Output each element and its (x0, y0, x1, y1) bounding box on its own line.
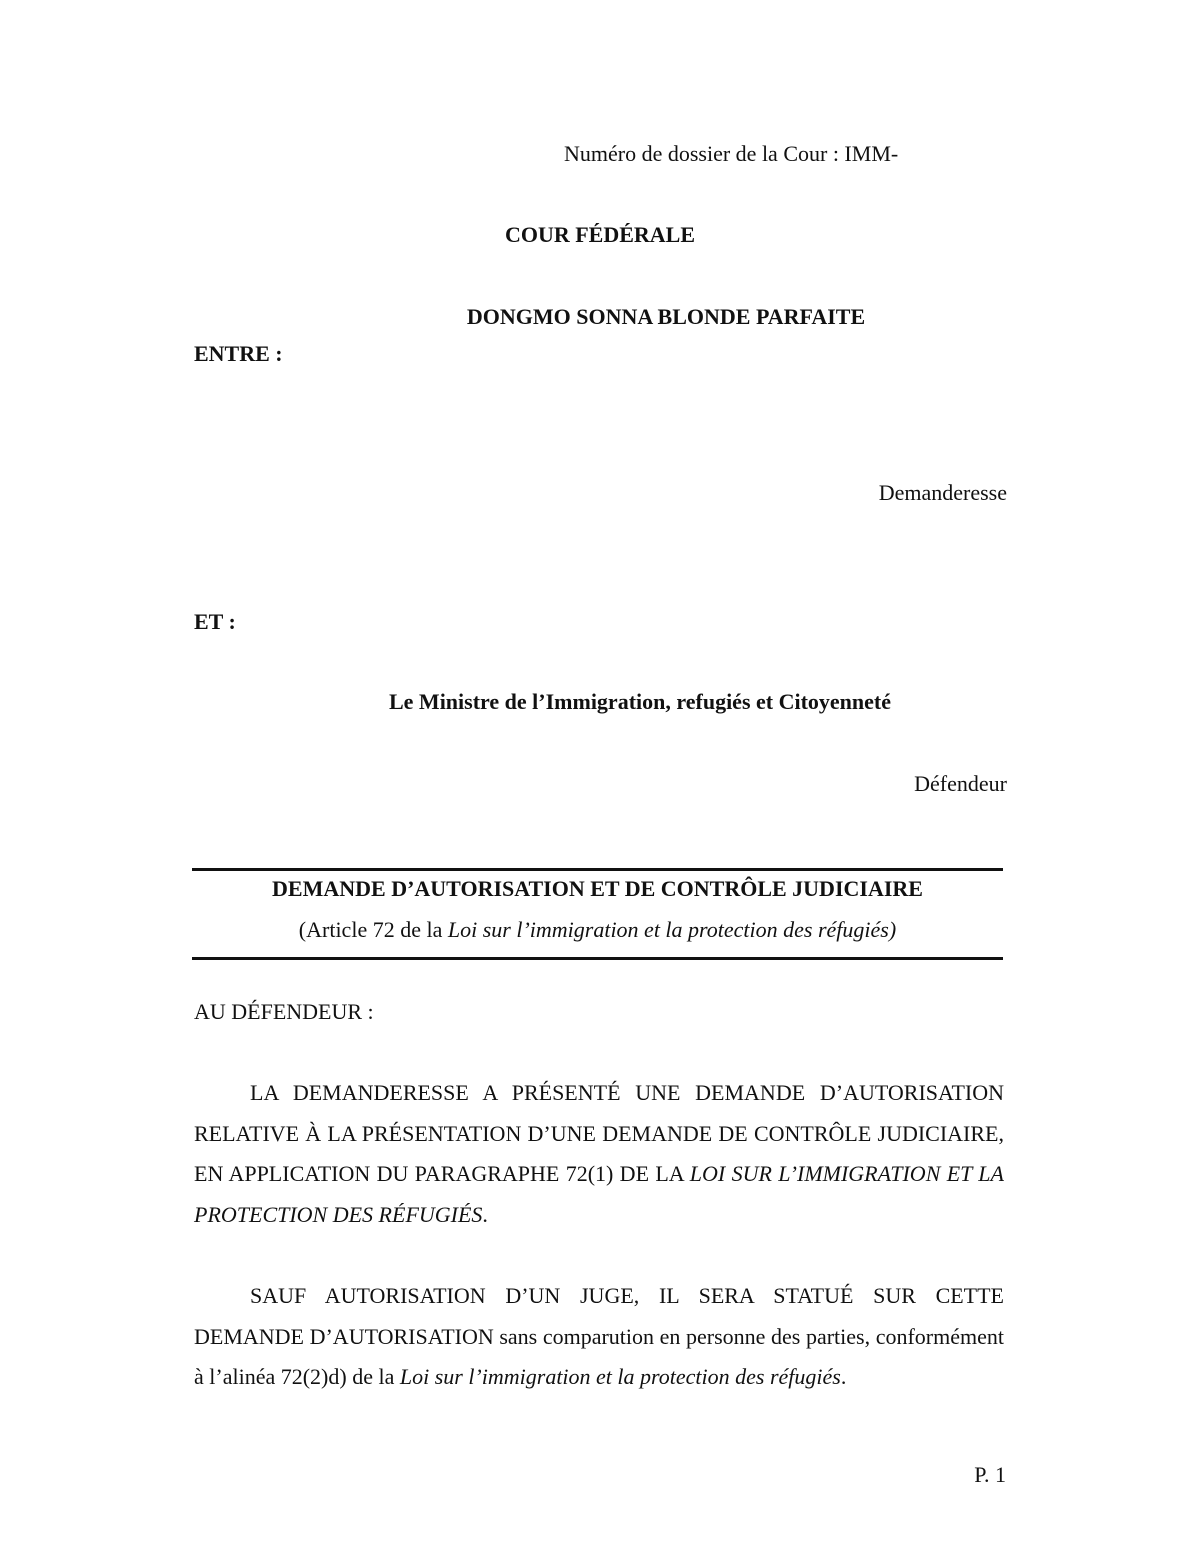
title-rule-top (192, 868, 1003, 871)
subtitle-prefix: (Article 72 de la (298, 917, 448, 942)
court-name: COUR FÉDÉRALE (504, 222, 696, 247)
and-label: ET : (194, 609, 236, 634)
paragraph-2-end: . (840, 1364, 847, 1389)
respondent-name: Le Ministre de l’Immigration, refugiés et Citoyenneté (388, 689, 892, 714)
addressee: AU DÉFENDEUR : (194, 999, 374, 1024)
applicant-role: Demanderesse (878, 480, 1007, 505)
paragraph-1-end: . (482, 1201, 488, 1227)
document-subtitle (192, 917, 1003, 943)
document-title: DEMANDE D’AUTORISATION ET DE CONTRÔLE JUDICIAIRE (272, 876, 923, 901)
paragraph-1 (194, 1073, 1004, 1235)
title-rule-bottom (192, 957, 1003, 960)
respondent-role: Défendeur (914, 771, 1007, 796)
paragraph-2-statute: Loi sur l’immigration et la protection des réfugiés (399, 1364, 841, 1389)
paragraph-2 (194, 1276, 1004, 1398)
court-file-number: Numéro de dossier de la Cour : IMM- (564, 141, 899, 166)
between-label: ENTRE : (194, 341, 283, 366)
paragraph-1-statute: LOI SUR L’IMMIGRATION ET LA PROTECTION DES RÉFUGIÉS (194, 1161, 1004, 1227)
applicant-name: DONGMO SONNA BLONDE PARFAITE (466, 304, 866, 329)
paragraph-1-text: LA DEMANDERESSE A PRÉSENTÉ UNE DEMANDE D’AUTORISATION RELATIVE À LA PRÉSENTATION D’UNE DEMANDE DE CONTRÔLE JUDICIAIRE, EN APPLICATION DU PARAGRAPHE 72(1) DE LA (194, 1080, 1004, 1186)
paragraph-2-text: SAUF AUTORISATION D’UN JUGE, IL SERA STATUÉ SUR CETTE DEMANDE D’AUTORISATION sans comparution en personne des parties, conformément à l’alinéa 72(2)d) de la (194, 1283, 1004, 1389)
subtitle-statute: Loi sur l’immigration et la protection des réfugiés) (447, 917, 897, 942)
page-number: P. 1 (974, 1462, 1006, 1487)
